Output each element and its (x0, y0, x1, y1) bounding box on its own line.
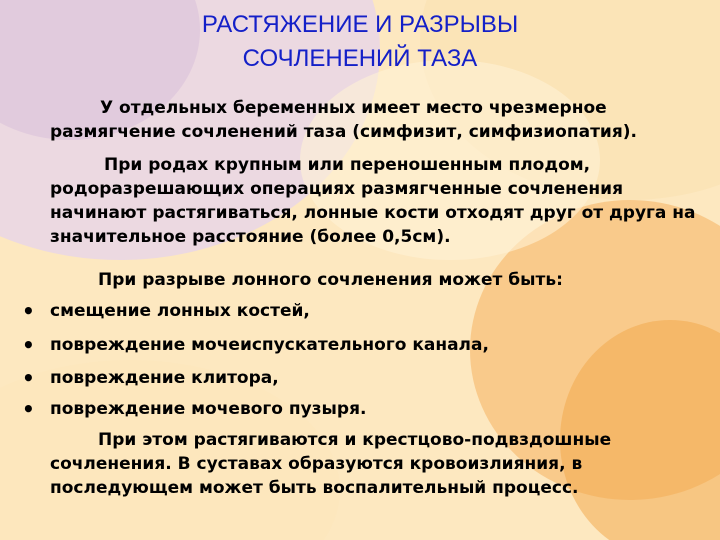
paragraph-labor-text: При родах крупным или переношенным плодом, родоразрешающих операциях размягченные сочленения начинают растягиваться, лонные кости отходят друг от друга на значительное расстояние (более 0,5см). (50, 155, 696, 247)
list-item (22, 366, 700, 390)
paragraph-rupture (50, 268, 700, 292)
list-item-text: повреждение клитора, (50, 368, 279, 388)
bullet-icon: • (22, 333, 35, 357)
bullet-icon: • (22, 397, 35, 421)
bullet-icon: • (22, 299, 35, 323)
paragraph-rupture-text: При разрыве лонного сочленения может быть: (98, 270, 563, 290)
list-item-text: повреждение мочеиспускательного канала, (50, 335, 489, 355)
bullet-icon: • (22, 366, 35, 390)
title-line-1: РАСТЯЖЕНИЕ И РАЗРЫВЫ (201, 11, 519, 38)
paragraph-intro-text: У отдельных беременных имеет место чрезмерное размягчение сочленений таза (симфизит, симфизиопатия). (50, 98, 637, 142)
list-item (22, 397, 700, 421)
paragraph-joints-text: При этом растягиваются и крестцово-подвздошные сочленения. В суставах образуются кровоизлияния, в последующем может быть воспалительный процесс. (50, 430, 612, 498)
list-item (22, 333, 700, 357)
list-item-text: смещение лонных костей, (50, 301, 310, 321)
list-item-text: повреждение мочевого пузыря. (50, 399, 367, 419)
paragraph-intro (50, 96, 700, 144)
slide-title (60, 8, 660, 76)
paragraph-labor (50, 153, 700, 249)
paragraph-joints (50, 428, 700, 500)
list-item (22, 299, 700, 323)
title-line-2: СОЧЛЕНЕНИЙ ТАЗА (242, 45, 478, 72)
